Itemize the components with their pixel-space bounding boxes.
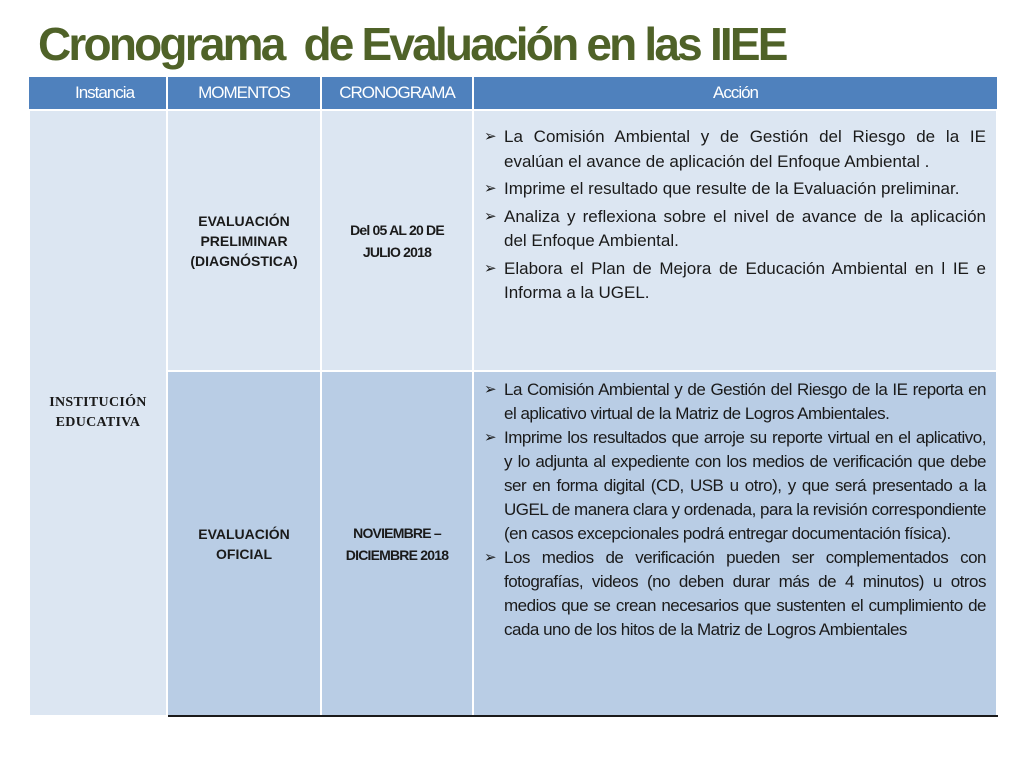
table-row bbox=[29, 110, 997, 371]
schedule-table bbox=[28, 77, 998, 717]
arrow-bullet-icon: ➢ bbox=[484, 180, 497, 197]
accion-list bbox=[484, 125, 986, 306]
arrow-bullet-icon: ➢ bbox=[484, 207, 497, 225]
table-header-row bbox=[29, 77, 997, 110]
list-item bbox=[484, 177, 986, 202]
instancia-cell: INSTITUCIÓN EDUCATIVA bbox=[29, 110, 167, 716]
list-item bbox=[484, 257, 986, 306]
accion-text: Los medios de verificación pueden ser complementados con fotografías, videos (no deben durar más de 4 minutos) u otros medios que se crean necesarios que sustenten el cumplimiento de cada uno de los hitos de la Matriz de Logros Ambientales bbox=[504, 548, 986, 639]
cronograma-cell: Del 05 AL 20 DE JULIO 2018 bbox=[321, 110, 473, 371]
arrow-bullet-icon: ➢ bbox=[484, 549, 497, 566]
page-title: Cronograma de Evaluación en las IIEE bbox=[38, 18, 786, 70]
arrow-bullet-icon: ➢ bbox=[484, 381, 497, 398]
list-item bbox=[484, 378, 986, 426]
accion-text: Imprime el resultado que resulte de la Evaluación preliminar. bbox=[504, 179, 960, 198]
accion-list bbox=[484, 378, 986, 642]
accion-cell bbox=[473, 371, 997, 716]
arrow-bullet-icon: ➢ bbox=[484, 128, 497, 145]
cronograma-cell: NOVIEMBRE – DICIEMBRE 2018 bbox=[321, 371, 473, 716]
header-instancia: Instancia bbox=[29, 77, 167, 110]
list-item bbox=[484, 426, 986, 546]
table-row bbox=[29, 371, 997, 716]
momento-cell: EVALUACIÓN PRELIMINAR (DIAGNÓSTICA) bbox=[167, 110, 321, 371]
header-momentos: MOMENTOS bbox=[167, 77, 321, 110]
accion-text: Imprime los resultados que arroje su reporte virtual en el aplicativo, y lo adjunta al expediente con los medios de verificación que debe ser en forma digital (CD, USB u otro), y que será presentado a la UGEL de manera clara y ordenada, para la revisión correspondiente (en casos excepcionales podrá entregar documentación física). bbox=[504, 428, 986, 543]
accion-text: La Comisión Ambiental y de Gestión del Riesgo de la IE evalúan el avance de aplicación del Enfoque Ambiental . bbox=[504, 127, 986, 171]
header-accion: Acción bbox=[473, 77, 997, 110]
list-item bbox=[484, 205, 986, 254]
arrow-bullet-icon: ➢ bbox=[484, 259, 497, 277]
arrow-bullet-icon: ➢ bbox=[484, 429, 497, 446]
accion-text: Elabora el Plan de Mejora de Educación Ambiental en l IE e Informa a la UGEL. bbox=[504, 258, 986, 302]
list-item bbox=[484, 125, 986, 174]
accion-text: La Comisión Ambiental y de Gestión del Riesgo de la IE reporta en el aplicativo virtual de la Matriz de Logros Ambientales. bbox=[504, 380, 986, 423]
list-item bbox=[484, 546, 986, 642]
accion-text: Analiza y reflexiona sobre el nivel de avance de la aplicación del Enfoque Ambiental. bbox=[504, 206, 986, 250]
momento-cell: EVALUACIÓN OFICIAL bbox=[167, 371, 321, 716]
accion-cell bbox=[473, 110, 997, 371]
header-cronograma: CRONOGRAMA bbox=[321, 77, 473, 110]
